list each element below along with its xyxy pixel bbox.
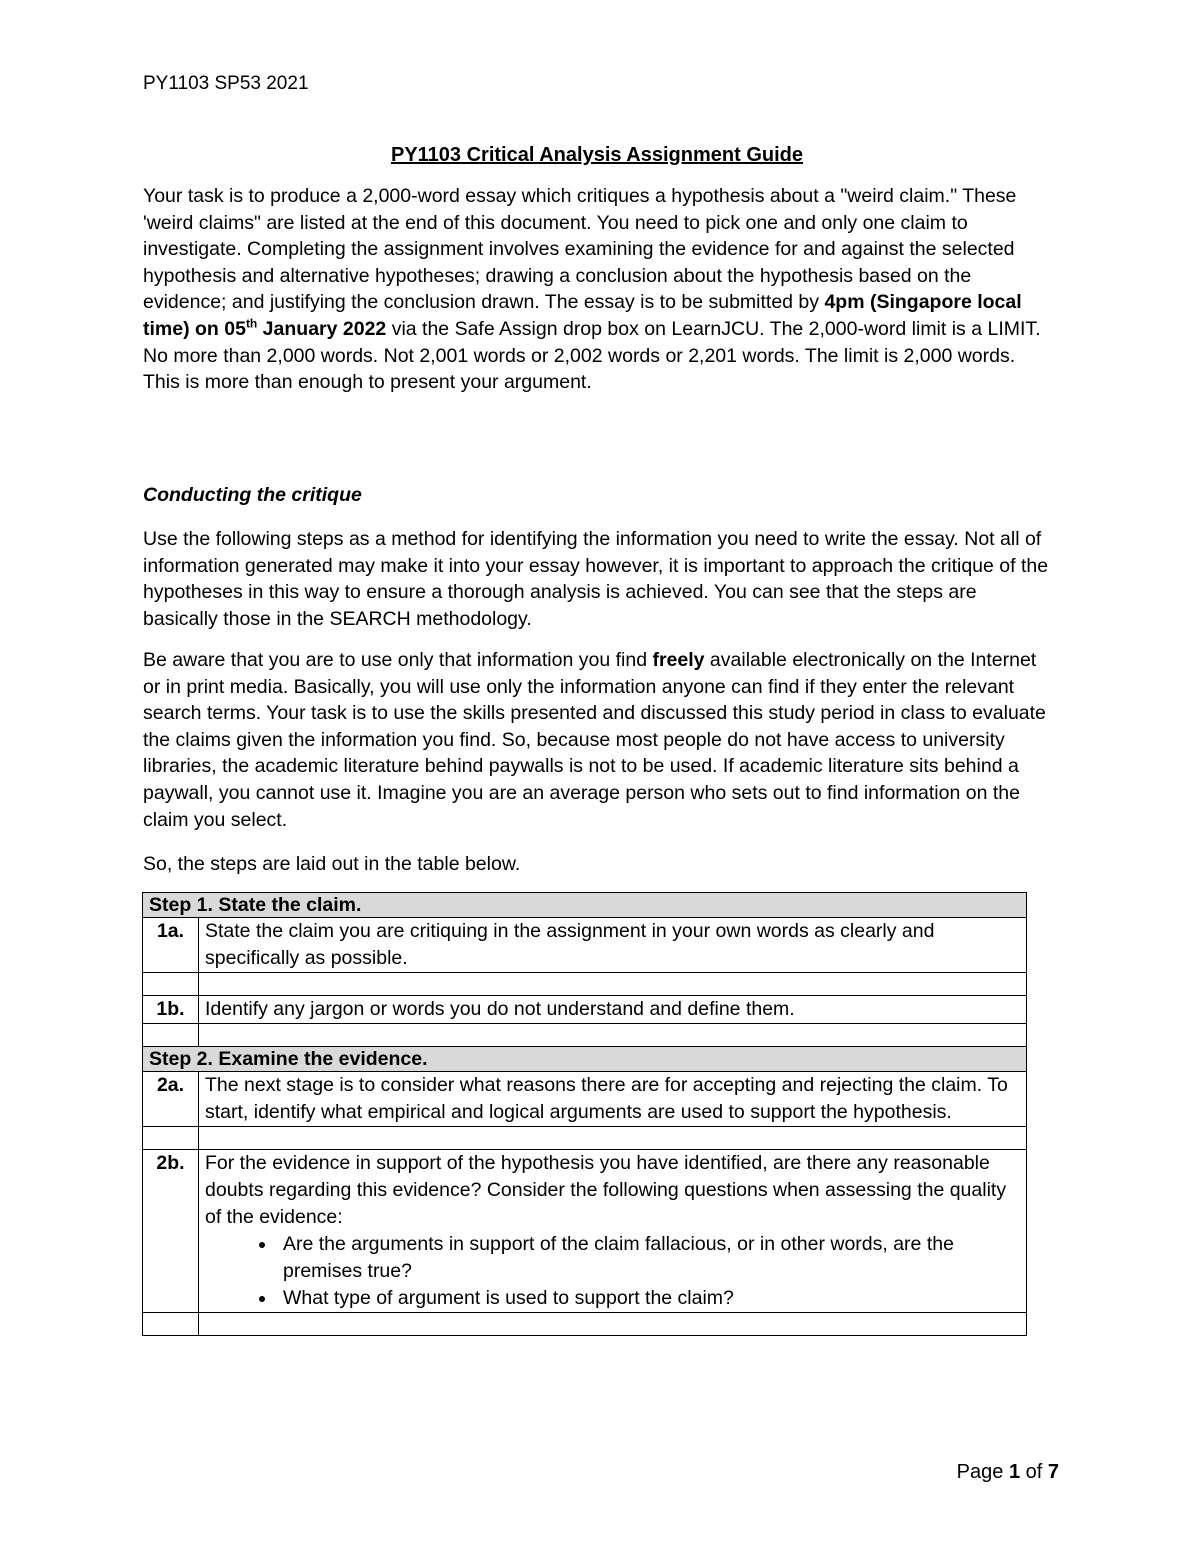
answer-cell-2a (199, 1127, 1027, 1150)
table-cell-empty (143, 1313, 199, 1336)
step-text-2b: For the evidence in support of the hypothesis you have identified, are there any reasonable doubts regarding this evidence? Consider the following questions when assessing the quality of the evidence: (205, 1152, 1007, 1228)
answer-cell-1b (199, 1024, 1027, 1047)
intro-paragraph (143, 183, 1055, 396)
step-content-2b (199, 1150, 1027, 1313)
table-row (143, 1024, 1027, 1047)
step-number-2a: 2a. (143, 1072, 199, 1127)
sources-text-b: available electronically on the Internet or in print media. Basically, you will use only the information anyone can find if they enter the relevant search terms. Your task is to use the skills presented and discussed this study period in class to evaluate the claims given the information you find. So, because most people do not have access to university libraries, the academic literature behind paywalls is not to be used. If academic literature sits behind a paywall, you cannot use it. Imagine you are an average person who sets out to find information on the claim you select. (143, 649, 1046, 831)
answer-cell-1a (199, 973, 1027, 996)
table-row (143, 973, 1027, 996)
running-header: PY1103 SP53 2021 (143, 73, 309, 94)
step-number-1b: 1b. (143, 996, 199, 1024)
table-row (143, 918, 1027, 973)
intro-text-b: via the Safe Assign drop box on LearnJCU. The 2,000-word limit is a LIMIT. No more than 2,000 words. Not 2,001 words or 2,002 words or 2,201 words. The limit is 2,000 words. This is more than enough to present your argument. (143, 317, 1041, 394)
step-text-2a: The next stage is to consider what reasons there are for accepting and rejecting the claim. To start, identify what empirical and logical arguments are used to support the hypothesis. (199, 1072, 1027, 1127)
deadline-superscript: th (245, 316, 258, 331)
of-word: of (1025, 1461, 1043, 1483)
section-heading: Conducting the critique (143, 484, 362, 506)
deadline-bold-a: 4pm (Singapore local time) on 05 (143, 291, 1022, 340)
deadline-bold-b: January 2022 (257, 317, 387, 340)
sources-paragraph (143, 647, 1055, 833)
table-row (143, 1127, 1027, 1150)
question-list (205, 1231, 1020, 1312)
list-item: • Are the arguments in support of the claim fallacious, or in other words, are the premises true? (277, 1231, 1020, 1285)
document-title: PY1103 Critical Analysis Assignment Guide (390, 144, 803, 166)
steps-paragraph: Use the following steps as a method for identifying the information you need to write the essay. Not all of information generated may make it into your essay however, it is important to approach the critique of the hypotheses in this way to ensure a thorough analysis is achieved. You can see that the steps are basically those in the SEARCH methodology. (143, 528, 1049, 630)
step1-heading: Step 1. State the claim. (143, 893, 1027, 918)
step-text-1b: Identify any jargon or words you do not understand and define them. (199, 996, 1027, 1024)
page-number (957, 1460, 1059, 1484)
table-row (143, 1150, 1027, 1313)
table-row (143, 893, 1027, 918)
intro-text-a: Your task is to produce a 2,000-word essay which critiques a hypothesis about a "weird claim." These 'weird claims" are listed at the end of this document. You need to pick one and only one claim to investigate. Completing the assignment involves examining the evidence for and against the selected hypothesis and alternative hypotheses; drawing a conclusion about the hypothesis based on the evidence; and justifying the conclusion drawn. The essay is to be submitted by (143, 185, 1017, 314)
page-current: 1 (1008, 1461, 1021, 1483)
sources-bold-freely: freely (652, 649, 705, 671)
table-row (143, 1047, 1027, 1072)
table-cell-empty (143, 1127, 199, 1150)
table-cell-empty (143, 973, 199, 996)
steps-table (142, 892, 1027, 1336)
step-text-1a: State the claim you are critiquing in the assignment in your own words as clearly and specifically as possible. (199, 918, 1027, 973)
step-number-2b: 2b. (143, 1150, 199, 1313)
step-number-1a: 1a. (143, 918, 199, 973)
table-row (143, 1313, 1027, 1336)
list-item: • What type of argument is used to support the claim? (277, 1285, 1020, 1312)
page-total: 7 (1047, 1461, 1059, 1483)
table-intro-paragraph: So, the steps are laid out in the table below. (143, 853, 521, 875)
table-row (143, 1072, 1027, 1127)
table-row (143, 996, 1027, 1024)
page-word: Page (956, 1461, 1004, 1483)
sources-text-a: Be aware that you are to use only that information you find (143, 649, 653, 671)
step2-heading: Step 2. Examine the evidence. (143, 1047, 1027, 1072)
answer-cell-2b (199, 1313, 1027, 1336)
table-cell-empty (143, 1024, 199, 1047)
